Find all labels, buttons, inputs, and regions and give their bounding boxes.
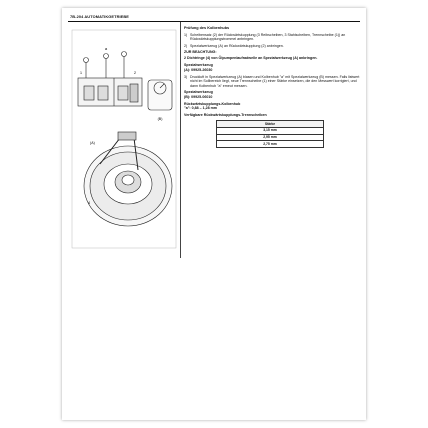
table-header: Stärke [217,120,324,127]
spacer-table [216,120,324,148]
tool2-label: Spezialwerkzeug [184,90,213,95]
tool2-code: (B): 09925-06010 [184,95,213,99]
table-row: 2,75 mm [217,141,324,148]
step-3 [184,75,360,89]
manual-page [62,8,366,420]
step-1-text: Scheibensatz (2) der Rückwärtskupplung (3 Reibscheiben, 3 Stahlscheiben, Trennscheibe (1)) an Rückwärtskupplungstrommel anbringen. [190,32,346,42]
step-2 [184,44,360,49]
note-title: ZUR BEACHTUNG: [184,50,217,55]
table-caption: Verfügbare Rückwärtskupplungs-Trennscheiben [184,113,267,118]
clutch-illustration [70,28,178,250]
label-4: 4 [88,201,90,205]
header-rule [68,21,360,22]
label-a: a [104,46,108,51]
label-1: 1 [80,71,82,75]
section-title: Prüfung des Kolbenhubs [184,26,230,30]
table-row: 3,15 mm [217,127,324,134]
text-column [184,26,360,148]
page-header: 7B-204 AUTOMATIKGETRIEBE [70,14,129,19]
table-row: 2,95 mm [217,134,324,141]
step-1 [184,33,360,42]
step-3-num: 3) [184,74,188,79]
step-2-text: Spezialwerkzeug (A) an Rückwärtskupplung (2) anbringen. [190,43,284,48]
label-A: (A) [90,141,95,145]
tool1-label: Spezialwerkzeug [184,63,213,68]
label-B: (B) [157,117,163,121]
stroke-label: Rückwärtskupplungs-Kolbenhub [184,101,241,106]
tool-b-drawing [148,80,172,110]
label-2: 2 [134,71,136,75]
stroke-value: "a": 0,88 – 1,28 mm [184,106,217,111]
step-1-num: 1) [184,32,188,37]
note-text: 2 Dichtringe (4) von Ölpumpenlaufradwelle an Spezialwerkzeug (A) anbringen. [184,56,318,61]
column-divider [180,22,181,258]
step-2-num: 2) [184,43,188,48]
figure-area [70,28,178,250]
step-3-text: Druckluft in Spezialwerkzeug (A) blasen und Kolbenhub "a" mit Spezialwerkzeug (B) messen. Falls listwert nicht im Sollbereich liegt, neue Trennscheibe (1) einer Stärke einsetzen, die den Messwert korrigiert, und dann Kolbenhub "a" erneut messen. [190,74,360,88]
tool1-code: (A): 09925-26030 [184,67,213,72]
